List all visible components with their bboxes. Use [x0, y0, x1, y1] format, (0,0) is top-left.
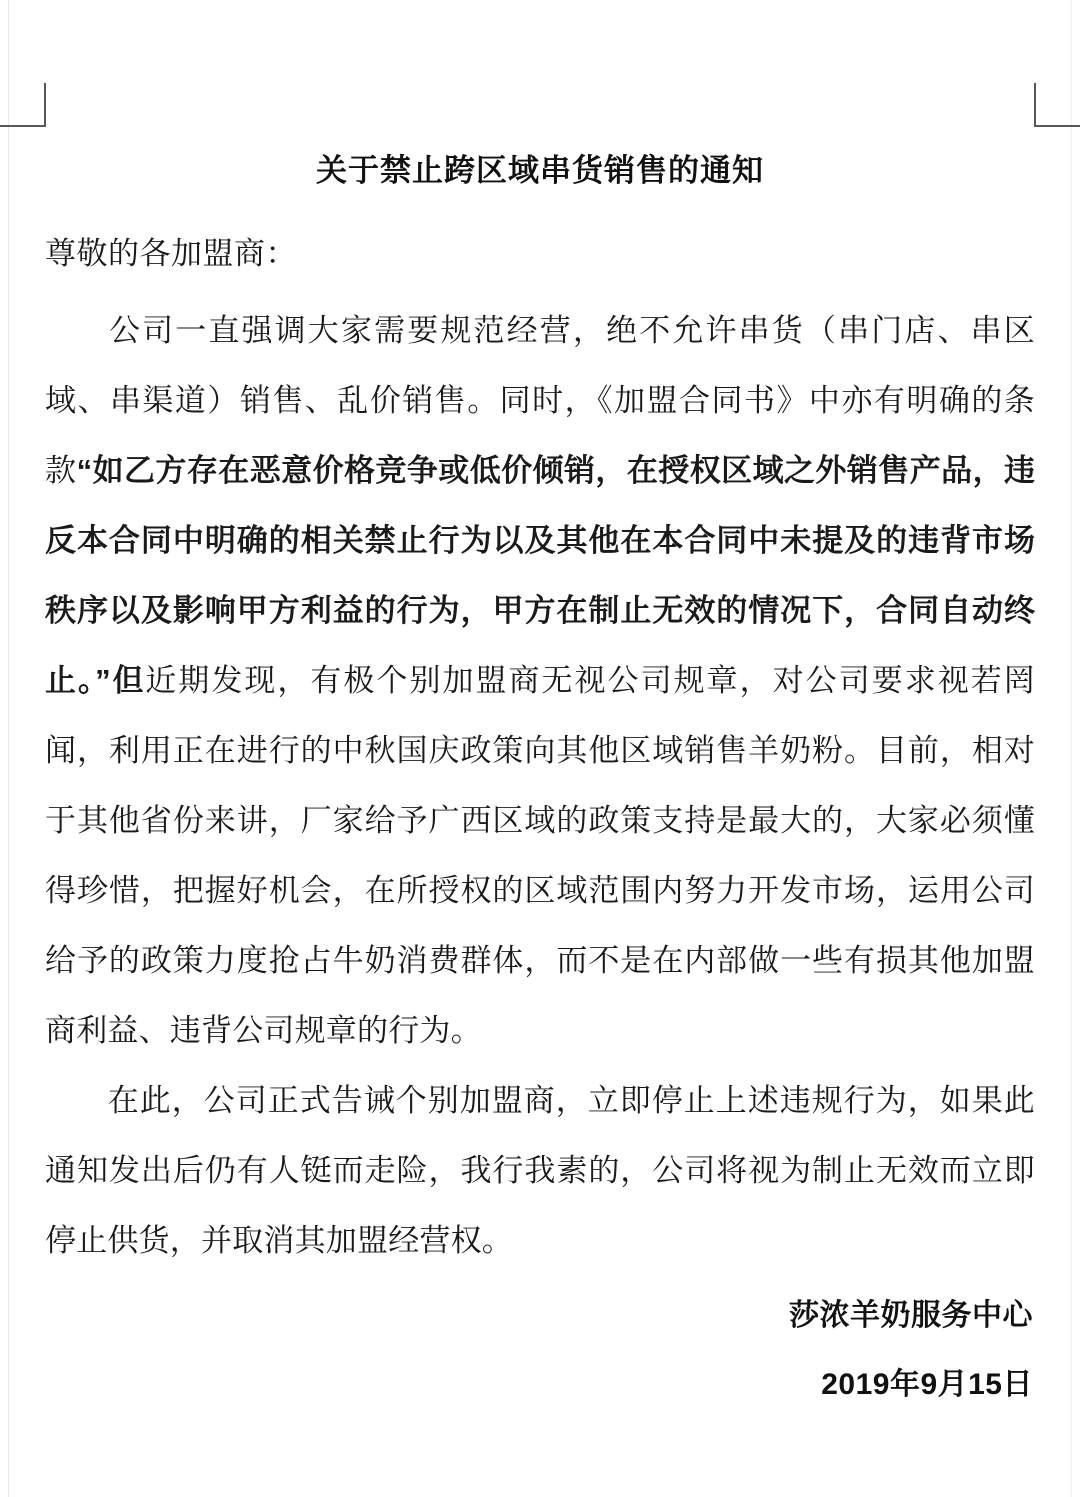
paragraph-1-bold-conjunction: 但 [110, 662, 146, 698]
crop-mark-top-right [1034, 83, 1080, 127]
crop-mark-top-left [0, 83, 46, 127]
paragraph-1-tail-text: 近期发现，有极个别加盟商无视公司规章，对公司要求视若罔闻，利用正在进行的中秋国庆政策向其他区域销售羊奶粉。目前，相对于其他省份来讲，厂家给予广西区域的政策支持是最大的，大家必须懂得珍惜，把握好机会，在所授权的区域范围内努力开发市场，运用公司给予的政策力度抢占牛奶消费群体，而不是在内部做一些有损其他加盟商利益、违背公司规章的行为。 [45, 662, 1035, 1048]
signature-block [45, 1276, 1035, 1407]
quote-open-mark: “ [76, 452, 93, 488]
paragraph-1-lead-text: 公司一直强调大家需要规范经营，绝不允许串货（串门店、串区域、串渠道）销售、乱价销售。同时，《加盟合同书》中亦有明确的条款 [45, 312, 1035, 488]
page-edge-line-right [1071, 0, 1072, 1497]
quote-close-mark: ” [95, 662, 111, 698]
crop-mark-horizontal-segment [0, 125, 46, 127]
signature-date: 2019年9月15日 [821, 1368, 1033, 1402]
page-edge-line-left [8, 0, 9, 1497]
body-paragraph-2 [45, 1066, 1035, 1276]
salutation-line: 尊敬的各加盟商： [45, 235, 297, 271]
signature-organization: 莎浓羊奶服务中心 [789, 1298, 1033, 1332]
document-title: 关于禁止跨区域串货销售的通知 [316, 153, 764, 188]
crop-mark-horizontal-segment [1034, 125, 1080, 127]
body-paragraph-1 [45, 272, 1035, 1066]
document-content [45, 0, 1035, 1407]
contract-clause-quote: 如乙方存在恶意价格竞争或低价倾销，在授权区域之外销售产品，违反本合同中明确的相关禁止行为以及其他在本合同中未提及的违背市场秩序以及影响甲方利益的行为，甲方在制止无效的情况下，合同自动终止。 [45, 452, 1036, 698]
paragraph-2-text: 在此，公司正式告诫个别加盟商，立即停止上述违规行为，如果此通知发出后仍有人铤而走险，我行我素的，公司将视为制止无效而立即停止供货，并取消其加盟经营权。 [45, 1082, 1035, 1258]
